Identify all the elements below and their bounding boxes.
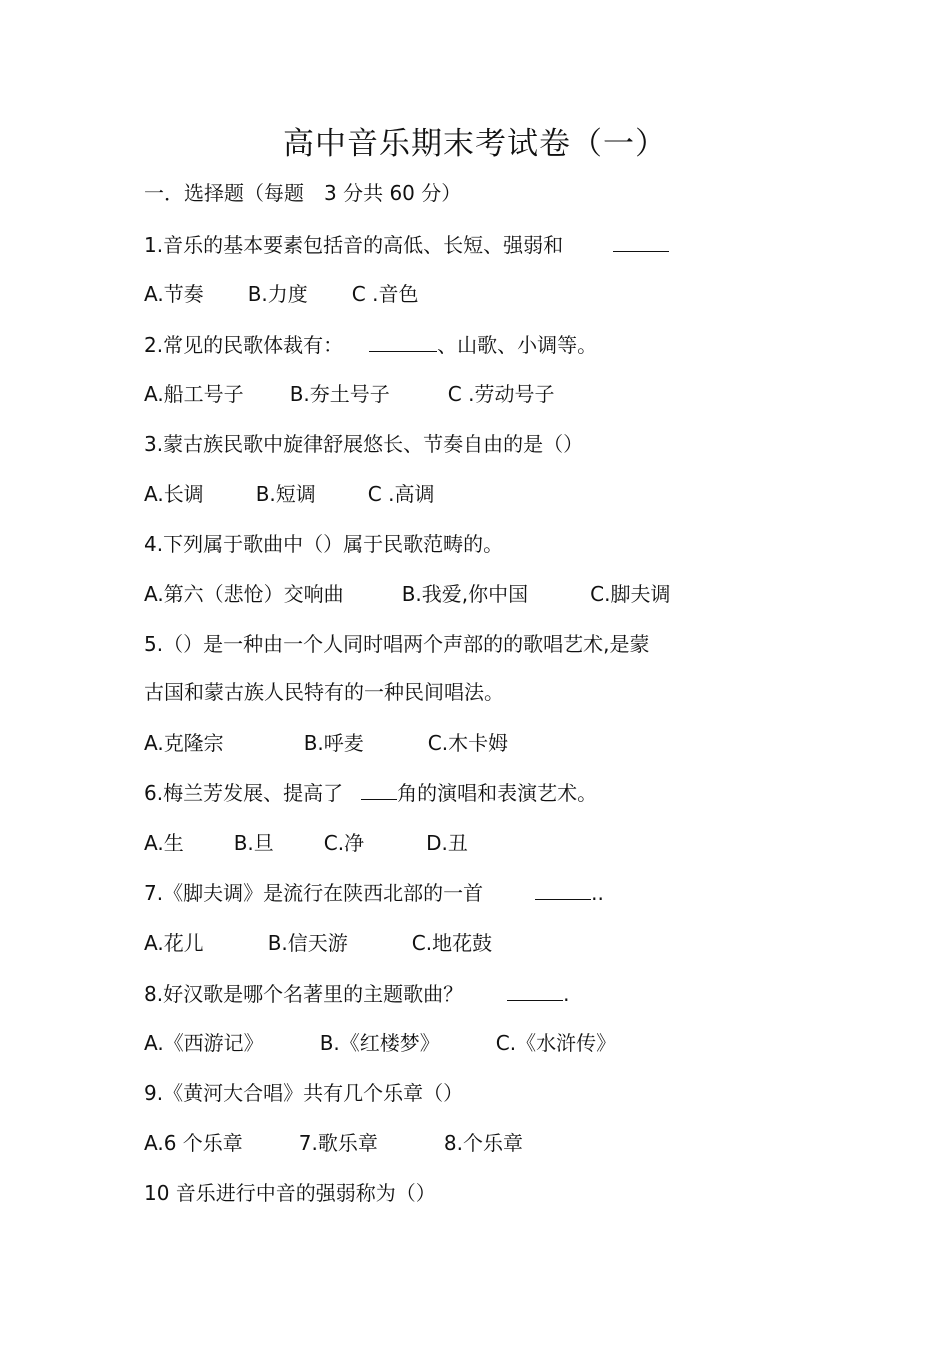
- option-c: C .音色: [351, 282, 419, 306]
- answer-blank: [613, 229, 669, 252]
- question-7-text: 7.《脚夫调》是流行在陕西北部的一首: [144, 881, 484, 905]
- question-8-text: 8.好汉歌是哪个名著里的主题歌曲？: [144, 982, 464, 1006]
- question-8-text-after: .: [563, 982, 570, 1006]
- section-heading: 一．选择题（每题 3 分共 60 分）: [144, 181, 462, 205]
- question-6-text-after: 角的演唱和表演艺术。: [397, 781, 598, 805]
- question-6-text-before: 6.梅兰芳发展、提高了: [144, 781, 344, 805]
- question-4-options: [144, 579, 670, 609]
- option-a: A.长调: [144, 482, 204, 506]
- option-c: C .高调: [367, 482, 435, 506]
- question-3-stem: 3.蒙古族民歌中旋律舒展悠长、节奏自由的是（）: [144, 432, 584, 456]
- question-2-stem: [144, 329, 597, 360]
- option-a: A.《西游记》: [144, 1031, 264, 1055]
- option-b: B.旦: [233, 831, 274, 855]
- option-b: B.短调: [255, 482, 316, 506]
- option-b: B.夯土号子: [289, 382, 390, 406]
- option-c: C.净: [323, 831, 365, 855]
- question-5-stem-line2: 古国和蒙古族人民特有的一种民间唱法。: [144, 680, 504, 704]
- option-c: C.地花鼓: [411, 931, 493, 955]
- answer-blank: [369, 329, 437, 352]
- option-a: A.花儿: [144, 931, 204, 955]
- option-c: C.木卡姆: [427, 731, 509, 755]
- question-1-stem: [144, 229, 669, 260]
- page-title: 高中音乐期末考试卷（一）: [283, 126, 667, 162]
- option-a: A.克隆宗: [144, 731, 224, 755]
- question-5-stem-line1: 5.（）是一种由一个人同时唱两个声部的的歌唱艺术,是蒙: [144, 632, 650, 656]
- option-c: C.《水浒传》: [495, 1031, 617, 1055]
- option-b: B.力度: [247, 282, 308, 306]
- option-c: 8.个乐章: [443, 1131, 523, 1155]
- question-2-text-after: 、山歌、小调等。: [437, 333, 598, 357]
- answer-blank: [507, 978, 563, 1001]
- option-a: A.6 个乐章: [144, 1131, 243, 1155]
- question-7-stem: [144, 877, 604, 908]
- question-2-options: [144, 379, 554, 409]
- answer-blank: [535, 877, 591, 900]
- question-7-text-after: ..: [591, 881, 604, 905]
- option-a: A.节奏: [144, 282, 204, 306]
- option-a: A.生: [144, 831, 184, 855]
- question-2-text-before: 2.常见的民歌体裁有：: [144, 333, 344, 357]
- question-8-stem: [144, 978, 569, 1009]
- question-6-options: [144, 828, 468, 858]
- question-4-stem: 4.下列属于歌曲中（）属于民歌范畴的。: [144, 532, 504, 556]
- option-b: B.信天游: [267, 931, 348, 955]
- question-1-options: [144, 279, 418, 309]
- question-9-stem: 9.《黄河大合唱》共有几个乐章（）: [144, 1081, 464, 1105]
- option-b: B.我爱,你中国: [401, 582, 529, 606]
- option-a: A.船工号子: [144, 382, 244, 406]
- answer-blank: [361, 777, 397, 800]
- question-6-stem: [144, 777, 597, 808]
- option-b: 7.歌乐章: [298, 1131, 378, 1155]
- question-1-text: 1.音乐的基本要素包括音的高低、长短、强弱和: [144, 233, 564, 257]
- option-a: A.第六（悲怆）交响曲: [144, 582, 344, 606]
- option-d: D.丑: [426, 831, 468, 855]
- question-5-options: [144, 728, 508, 758]
- option-c: C.脚夫调: [590, 582, 671, 606]
- option-b: B.呼麦: [303, 731, 364, 755]
- question-9-options: [144, 1128, 523, 1158]
- question-8-options: [144, 1028, 616, 1058]
- question-3-options: [144, 479, 434, 509]
- option-c: C .劳动号子: [447, 382, 555, 406]
- option-b: B.《红楼梦》: [319, 1031, 440, 1055]
- question-10-stem: 10 音乐进行中音的强弱称为（）: [144, 1181, 436, 1205]
- question-7-options: [144, 928, 492, 958]
